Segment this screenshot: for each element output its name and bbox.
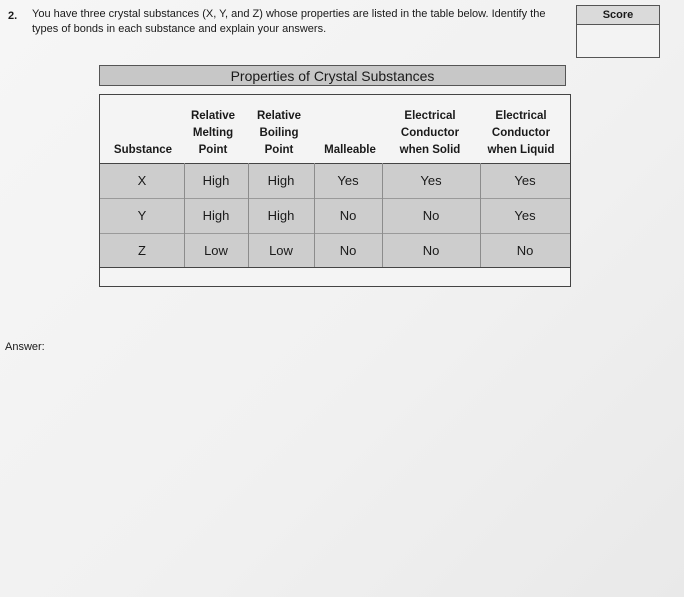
- header-line: Malleable: [324, 144, 376, 156]
- header-substance: [102, 103, 184, 159]
- header-line: Point: [198, 144, 228, 156]
- column-divider: [314, 163, 315, 267]
- table-cell: No: [339, 243, 357, 258]
- table-cell: X: [137, 173, 147, 188]
- table-cell: Yes: [514, 173, 536, 188]
- table-cell: High: [202, 173, 230, 188]
- header-melting-point: [184, 103, 242, 159]
- table-cell: No: [516, 243, 534, 258]
- row-divider: [100, 233, 570, 234]
- table-cell: High: [267, 173, 295, 188]
- header-malleable: [314, 103, 386, 159]
- table-row: [100, 234, 570, 268]
- table-row: [100, 199, 570, 233]
- header-line: Boiling: [259, 127, 299, 139]
- table-title: Properties of Crystal Substances: [99, 65, 566, 86]
- table-cell: Z: [138, 243, 146, 258]
- question-prompt: You have three crystal substances (X, Y, and Z) whose properties are listed in the table below. Identify the types of bonds in each substance and explain your answers.: [32, 8, 546, 35]
- table-cell: Low: [204, 243, 228, 258]
- table-cell: Yes: [420, 173, 442, 188]
- header-line: Conductor: [491, 127, 551, 139]
- table-body: [100, 163, 570, 268]
- table-cell: No: [339, 208, 357, 223]
- column-divider: [248, 163, 249, 267]
- row-divider: [100, 198, 570, 199]
- table-header: [100, 95, 570, 163]
- header-line: Electrical: [495, 110, 547, 122]
- table-cell: No: [422, 243, 440, 258]
- properties-table: [99, 94, 571, 287]
- header-line: Melting: [192, 127, 234, 139]
- header-line: Relative: [190, 110, 236, 122]
- column-divider: [382, 163, 383, 267]
- table-row: [100, 164, 570, 198]
- table-cell: High: [202, 208, 230, 223]
- column-divider: [480, 163, 481, 267]
- header-line: Conductor: [400, 127, 460, 139]
- table-cell: Y: [137, 208, 147, 223]
- table-cell: Yes: [514, 208, 536, 223]
- header-conductor-liquid: [476, 103, 566, 159]
- table-cell: No: [422, 208, 440, 223]
- question-number: 2.: [8, 10, 18, 22]
- column-divider: [184, 163, 185, 267]
- score-label: Score: [577, 6, 659, 25]
- header-line: Substance: [113, 144, 173, 156]
- header-line: Point: [264, 144, 294, 156]
- header-line: Electrical: [404, 110, 456, 122]
- score-box[interactable]: [576, 5, 660, 58]
- answer-label: Answer:: [5, 341, 45, 353]
- table-cell: Low: [269, 243, 293, 258]
- header-line: Relative: [256, 110, 302, 122]
- table-cell: High: [267, 208, 295, 223]
- header-conductor-solid: [388, 103, 472, 159]
- answer-area[interactable]: [60, 338, 660, 578]
- table-cell: Yes: [337, 173, 359, 188]
- header-line: when Solid: [399, 144, 461, 156]
- header-boiling-point: [248, 103, 310, 159]
- header-line: when Liquid: [487, 144, 555, 156]
